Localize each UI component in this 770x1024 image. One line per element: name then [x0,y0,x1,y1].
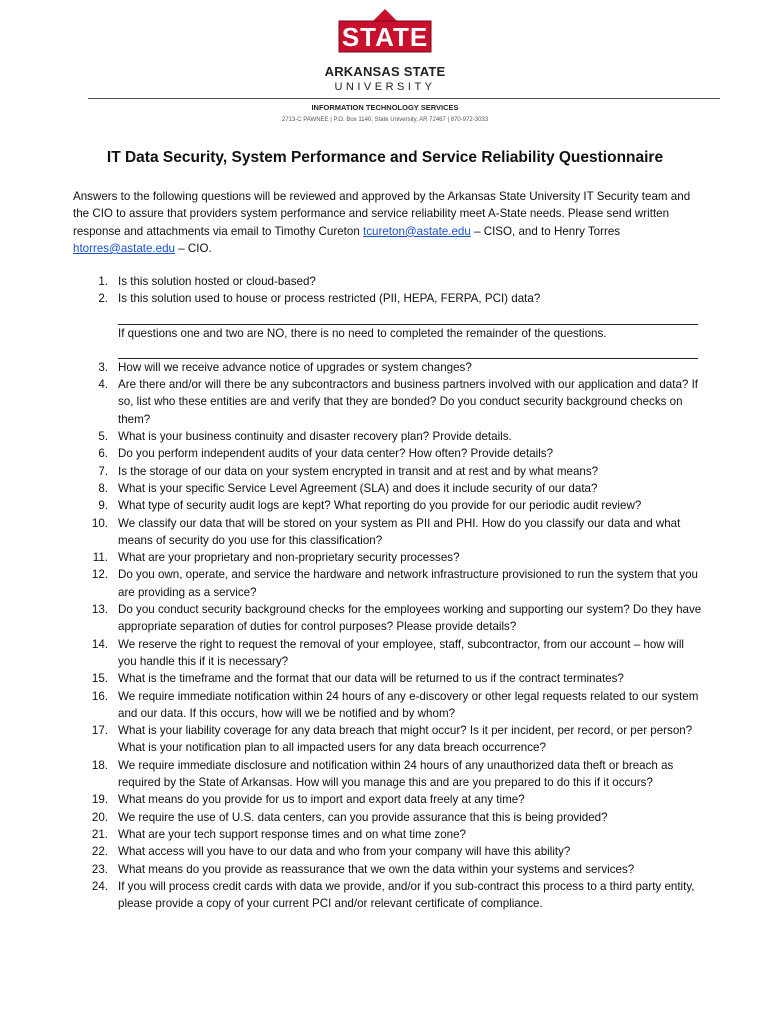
question-item [73,809,703,826]
question-number: 11. [92,551,108,565]
intro-text-2: – CISO, and to Henry Torres [470,224,621,238]
questions-list [73,273,703,912]
question-text: We require immediate disclosure and notification within 24 hours of any unauthorized data theft or breach as required by the State of Arkansas. How will you manage this and are you prepared to do this if it occurs? [118,758,674,790]
question-number: 14. [91,637,108,651]
question-text: Is this solution used to house or process restricted (PII, HEPA, FERPA, PCI) data? [118,292,541,306]
question-item [73,861,703,878]
question-text: What access will you have to our data and who from your company will have this ability? [118,845,571,859]
question-item [73,670,703,687]
question-text: If you will process credit cards with data we provide, and/or if you sub-contract this process to a third party entity, please provide a copy of your current PCI and/or relevant certificate of compliance. [118,879,695,911]
question-text: What means do you provide for us to import and export data freely at any time? [118,793,525,807]
question-text: What is the timeframe and the format that our data will be returned to us if the contract terminates? [118,672,624,686]
ciso-email-link[interactable]: tcureton@astate.edu [363,224,471,238]
question-item [73,515,703,550]
question-number: 24. [91,879,108,893]
intro-text-3: – CIO. [175,241,212,255]
question-item [73,636,703,671]
question-text: What means do you provide as reassurance that we own the data within your systems and services? [118,862,635,876]
answer-blank-line [73,342,703,359]
question-item [73,826,703,843]
question-text: We require the use of U.S. data centers, can you provide assurance that this is being provided? [118,810,608,824]
header-divider [88,98,720,99]
question-text: What is your specific Service Level Agreement (SLA) and does it include security of our data? [118,481,598,495]
question-item [73,878,703,913]
question-item [73,376,703,428]
question-text: Is the storage of our data on your system encrypted in transit and at rest and by what means? [118,464,599,478]
question-item [73,843,703,860]
question-item [73,601,703,636]
question-item [73,359,703,376]
question-number: 19. [91,793,108,807]
answer-blank-line [73,308,703,325]
question-number: 18. [91,758,108,772]
question-number: 21. [91,827,108,841]
cio-email-link[interactable]: htorres@astate.edu [73,241,176,255]
question-item [73,497,703,514]
instruction-note: If questions one and two are NO, there is no need to completed the remainder of the questions. [118,326,607,340]
question-text: Are there and/or will there be any subcontractors and business partners involved with our application and data? If so, list who these entities are and verify that they are bonded? Do you conduct security background checks on them? [118,378,699,426]
question-text: What is your liability coverage for any data breach that might occur? Is it per incident, per record, or per person? What is your notification plan to all impacted users for any data breach occurrence? [118,724,693,755]
question-text: Do you own, operate, and service the hardware and network infrastructure provisioned to run the system that you are providing as a service? [118,568,698,599]
question-number: 15. [91,672,108,686]
a-state-logo-icon [337,8,433,54]
question-item [73,463,703,480]
question-item [73,549,703,566]
question-item [73,445,703,462]
question-item [73,757,703,792]
question-number: 2. [98,292,108,306]
question-number: 9. [98,499,108,513]
department-name: INFORMATION TECHNOLOGY SERVICES [311,103,459,112]
question-item [73,688,703,723]
question-number: 8. [98,481,108,495]
question-text: What type of security audit logs are kept? What reporting do you provide for our periodic audit review? [118,499,642,513]
question-number: 10. [91,516,108,530]
question-item [73,722,703,757]
question-text: We reserve the right to request the removal of your employee, staff, subcontractor, from our account – how will you handle this if it is necessary? [118,637,685,668]
university-logo [337,8,433,54]
question-number: 1. [98,275,108,288]
question-text: We classify our data that will be stored on your system as PII and PHI. How do you classify our data and what means of security do you use for this classification? [118,516,681,547]
question-text: What is your business continuity and disaster recovery plan? Provide details. [118,430,512,444]
intro-paragraph [73,188,703,257]
question-number: 12. [91,568,108,582]
university-name-line1: ARKANSAS STATE [324,64,446,79]
question-number: 22. [91,845,108,859]
question-item [73,428,703,445]
question-item [73,290,703,307]
question-number: 16. [91,689,108,703]
question-text: Do you perform independent audits of your data center? How often? Provide details? [118,447,554,461]
question-number: 3. [98,360,108,374]
question-item [73,791,703,808]
question-text: What are your proprietary and non-proprietary security processes? [118,551,460,565]
question-text: Is this solution hosted or cloud-based? [118,275,316,288]
question-number: 13. [91,603,108,617]
question-item [73,566,703,601]
department-address: 2713-C PAWNEE | P.O. Box 1140, State University, AR 72467 | 870-972-3033 [281,117,489,123]
question-number: 7. [98,464,108,478]
question-text: Do you conduct security background checks for the employees working and supporting our system? Do they have appropriate separation of duties for control purposes? Please provide details? [118,603,702,634]
page-title: IT Data Security, System Performance and Service Reliability Questionnaire [106,149,664,166]
intro-text-1: Answers to the following questions will be reviewed and approved by the Arkansas State University IT Security team and the CIO to assure that providers system performance and service reliability meet A-State needs. Please send written response and attachments via email to Timothy Cureton [73,190,691,238]
question-number: 4. [98,378,108,392]
question-text: We require immediate notification within 24 hours of any e-discovery or other legal requests related to our system and our data. If this occurs, how will we be notified and by whom? [118,689,699,720]
question-number: 17. [91,724,108,738]
question-text: How will we receive advance notice of upgrades or system changes? [118,360,472,374]
logo-text: STATE [341,22,429,52]
question-item [73,480,703,497]
question-number: 5. [98,430,108,444]
question-number: 6. [98,447,108,461]
question-number: 23. [91,862,108,876]
question-item [73,273,703,290]
university-name-line2: UNIVERSITY [334,81,436,93]
question-text: What are your tech support response times and on what time zone? [118,827,466,841]
question-number: 20. [91,810,108,824]
